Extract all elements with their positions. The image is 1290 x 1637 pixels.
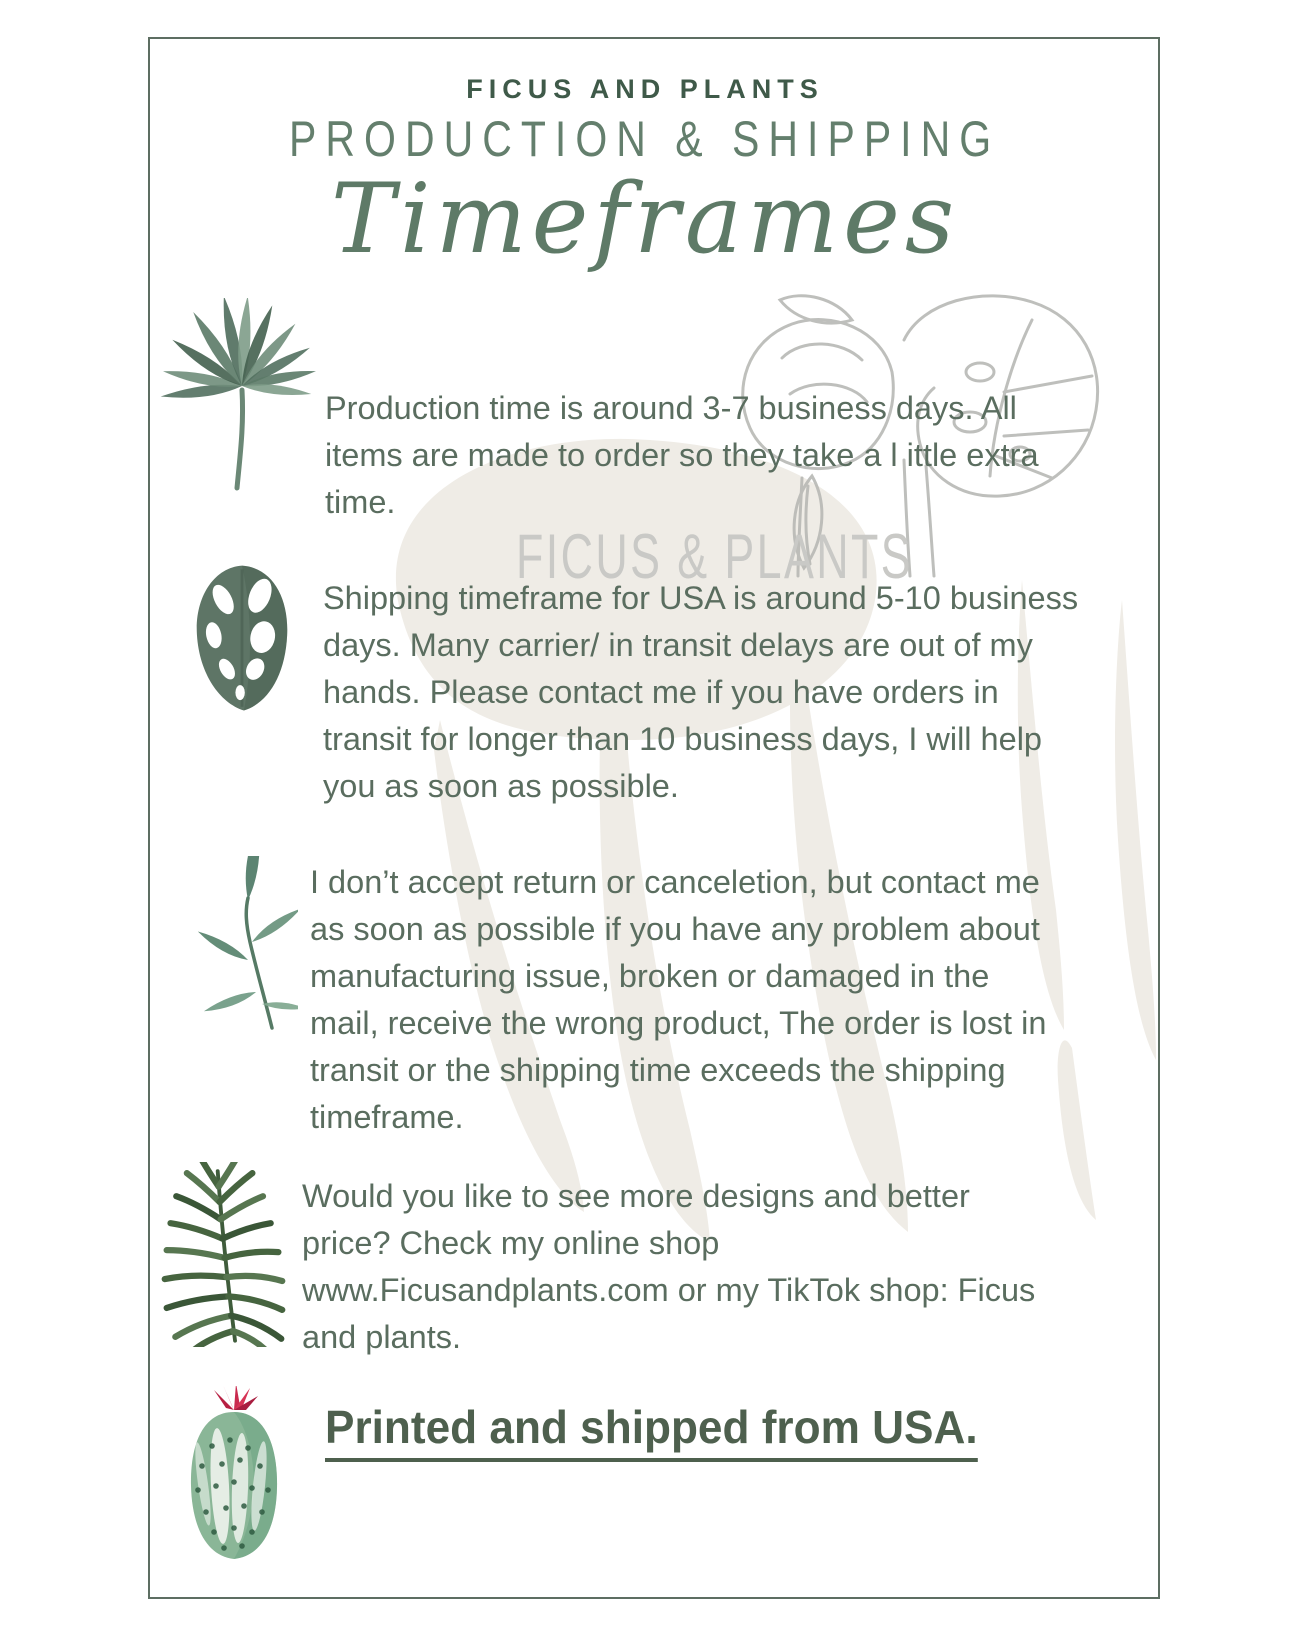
leaf-branch-icon xyxy=(198,856,298,1031)
monstera-leaf-icon xyxy=(182,560,302,718)
page-title-text: PRODUCTION & SHIPPING xyxy=(289,111,1001,167)
shipping-timeframe-text: Shipping timeframe for USA is around 5-10 business days. Many carrier/ in transit delays are out of my hands. Please contact me if you have orders in transit for longer than 10 business days, I will help you as soon as possible. xyxy=(323,579,1079,804)
fern-frond-icon xyxy=(158,1162,288,1347)
more-designs-text: Would you like to see more designs and better price? Check my online shop www.Ficusandplants.com or my TikTok shop: Ficus and plants. xyxy=(302,1177,1036,1355)
returns-policy-text: I don’t accept return or canceletion, but contact me as soon as possible if you have any problem about manufacturing issue, broken or damaged in the mail, receive the wrong product, The order is lost in transit or the shipping time exceeds the shipping timeframe. xyxy=(310,863,1047,1135)
page-title xyxy=(0,110,1290,168)
script-subtitle: Timeframes xyxy=(330,163,960,275)
printed-in-usa-label: Printed and shipped from USA. xyxy=(325,1400,978,1462)
production-time-text: Production time is around 3-7 business days. All items are made to order so they take a l ittle extra time. xyxy=(325,389,1039,520)
printed-in-usa-text xyxy=(325,1400,1005,1462)
cactus-icon xyxy=(172,1386,297,1566)
fan-palm-leaf-icon xyxy=(150,298,335,493)
brand-name: FICUS AND PLANTS xyxy=(466,74,824,104)
watermark-text: FICUS & PLANTS xyxy=(516,521,914,592)
